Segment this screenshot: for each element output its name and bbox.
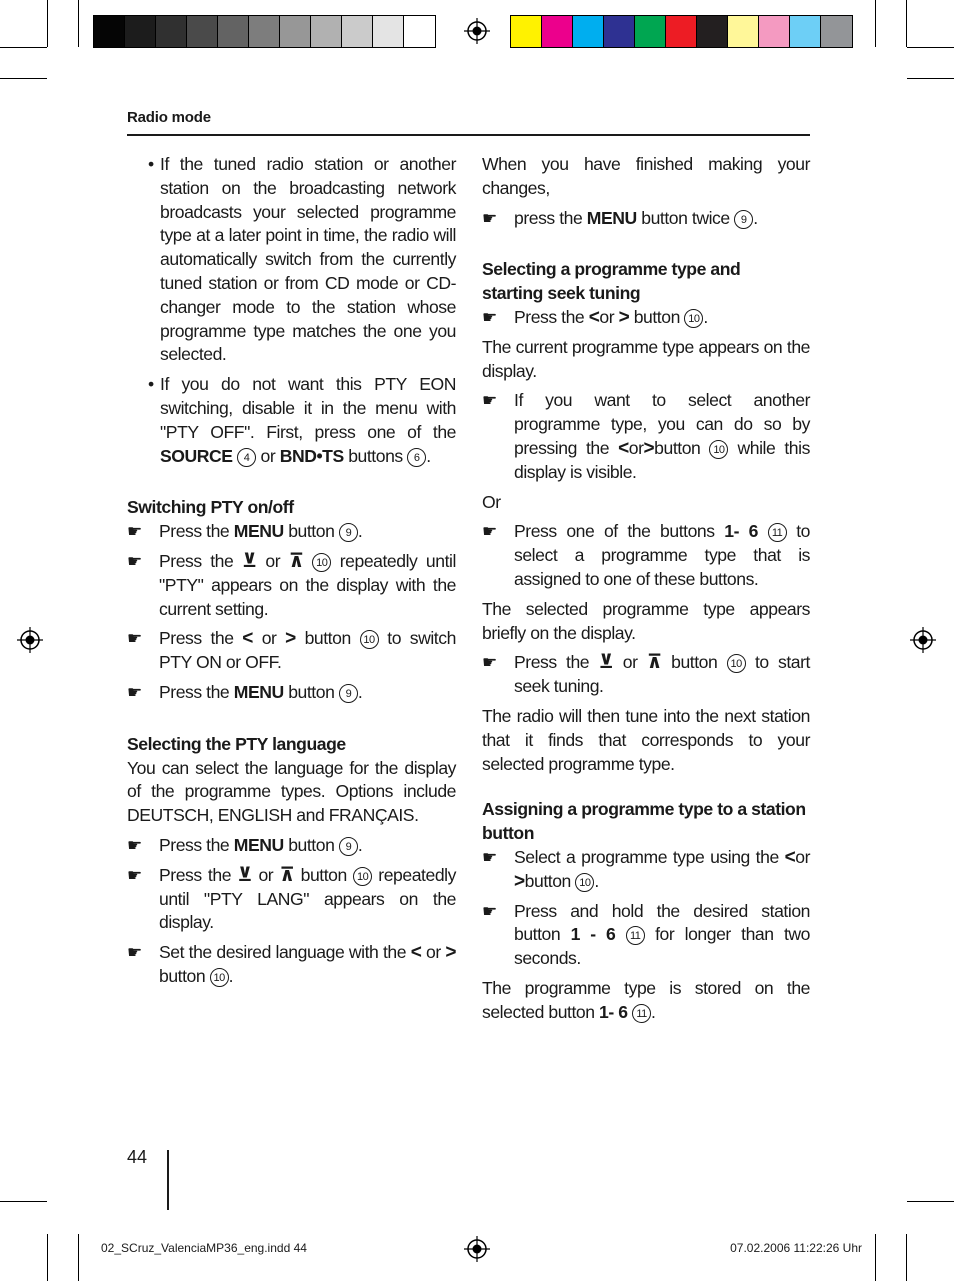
crop-mark — [0, 47, 47, 48]
instruction-step — [482, 651, 810, 699]
left-arrow-icon: < — [784, 846, 796, 868]
text: while this display is visible. — [514, 437, 810, 482]
key-label: BND•TS — [279, 445, 344, 466]
step-text — [514, 207, 810, 231]
step-text — [514, 520, 810, 591]
pointing-hand-icon: ☛ — [482, 901, 497, 921]
color-swatch — [311, 16, 342, 47]
step-text — [514, 389, 810, 484]
text: button twice — [641, 207, 730, 228]
crop-mark — [0, 78, 47, 79]
key-label: MENU — [233, 521, 284, 542]
step-text — [514, 651, 810, 699]
text: . — [357, 681, 363, 702]
right-arrow-icon: > — [618, 306, 630, 328]
crop-mark — [906, 1234, 907, 1281]
text: Press the — [514, 306, 585, 327]
step-text — [159, 864, 456, 935]
text: or — [265, 550, 281, 571]
text: Set the desired language with the — [159, 942, 407, 963]
right-arrow-icon: > — [514, 870, 525, 892]
color-swatch — [373, 16, 404, 47]
text: or — [261, 628, 277, 649]
text: Press the — [159, 864, 232, 885]
text: button — [633, 306, 680, 327]
crop-mark — [47, 1234, 48, 1281]
instruction-step — [127, 550, 456, 621]
crop-mark — [875, 0, 876, 47]
section-title: Radio mode — [127, 109, 211, 126]
text: to switch PTY ON or OFF. — [159, 628, 456, 673]
down-arrow-icon: ⊻ — [237, 864, 253, 886]
bullet-dot: • — [148, 154, 154, 174]
callout-number: 10 — [360, 630, 379, 649]
key-label: 1- 6 — [724, 521, 758, 542]
left-arrow-icon: < — [618, 437, 629, 459]
crop-mark — [907, 47, 954, 48]
text: button — [288, 834, 335, 855]
text: . — [594, 870, 599, 891]
footer-filename: 02_SCruz_ValenciaMP36_eng.indd 44 — [101, 1241, 307, 1255]
text: Press the — [159, 521, 230, 542]
instruction-step — [127, 864, 456, 935]
registration-mark-icon — [910, 627, 936, 653]
pointing-hand-icon: ☛ — [482, 208, 497, 228]
footer-timestamp: 07.02.2006 11:22:26 Uhr — [730, 1241, 862, 1255]
text: button — [159, 965, 206, 986]
crop-mark — [0, 1201, 47, 1202]
key-label: 1- 6 — [599, 1001, 628, 1022]
section-heading: Assigning a programme type to a station button — [482, 799, 806, 844]
section-heading: Selecting the PTY language — [127, 733, 346, 754]
pointing-hand-icon: ☛ — [127, 835, 142, 855]
instruction-step — [482, 846, 810, 894]
left-arrow-icon: < — [588, 306, 600, 328]
step-text — [159, 550, 456, 621]
callout-number: 10 — [684, 309, 703, 328]
step-text — [514, 900, 810, 971]
callout-number: 10 — [727, 654, 746, 673]
pointing-hand-icon: ☛ — [127, 629, 142, 649]
down-arrow-icon: ⊻ — [598, 652, 614, 674]
paragraph-text: If the tuned radio station or another station on the broadcasting network broadcasts your selected programme type at a later point in time, the radio will automatically switch from the currently tuned station or from CD mode or CD-changer mode to the station whose programme type matches the one you selected. — [160, 154, 456, 365]
text: button — [304, 628, 351, 649]
pointing-hand-icon: ☛ — [127, 682, 142, 702]
pointing-hand-icon: ☛ — [127, 943, 142, 963]
instruction-step — [482, 306, 810, 330]
page-number-rule — [167, 1150, 169, 1210]
paragraph-text: Or — [482, 491, 501, 512]
text: or — [795, 846, 810, 867]
text: for longer than two seconds. — [514, 924, 810, 969]
color-swatch — [404, 16, 435, 47]
key-label: MENU — [586, 207, 637, 228]
section-heading: Switching PTY on/off — [127, 497, 294, 518]
callout-number: 10 — [312, 553, 331, 572]
left-arrow-icon: < — [410, 942, 422, 964]
color-swatch — [666, 16, 697, 47]
pointing-hand-icon: ☛ — [482, 522, 497, 542]
pointing-hand-icon: ☛ — [127, 522, 142, 542]
text: Press the — [159, 834, 230, 855]
registration-mark-icon — [464, 18, 490, 44]
step-text — [159, 941, 456, 989]
text: button — [524, 870, 571, 891]
page-number: 44 — [127, 1147, 148, 1167]
text: button — [300, 864, 347, 885]
callout-number: 4 — [237, 448, 256, 467]
color-swatch — [728, 16, 759, 47]
pointing-hand-icon: ☛ — [482, 847, 497, 867]
color-swatch — [156, 16, 187, 47]
instruction-step — [482, 900, 810, 971]
callout-number: 9 — [339, 684, 358, 703]
paragraph-text: When you have finished making your changes, — [482, 154, 810, 198]
color-swatch — [125, 16, 156, 47]
text: button — [654, 437, 701, 458]
color-swatch — [342, 16, 373, 47]
callout-number: 11 — [626, 926, 645, 945]
pointing-hand-icon: ☛ — [482, 391, 497, 411]
text: Press the — [159, 628, 234, 649]
color-swatch — [511, 16, 542, 47]
text: Press and hold the desired station button — [514, 900, 810, 945]
text: button — [288, 521, 335, 542]
callout-number: 10 — [210, 968, 229, 987]
text: Press the — [159, 550, 234, 571]
text: or — [425, 942, 441, 963]
instruction-step — [127, 627, 456, 675]
color-swatch — [218, 16, 249, 47]
color-swatch — [821, 16, 852, 47]
right-column — [482, 153, 810, 1025]
crop-mark — [78, 0, 79, 47]
left-arrow-icon: < — [242, 628, 253, 650]
callout-number: 9 — [339, 837, 358, 856]
text: If you do not want this PTY EON switching, disable it in the menu with "PTY OFF". First, press one of the — [160, 374, 456, 442]
text: to select a programme type that is assigned to one of these buttons. — [514, 521, 810, 589]
registration-mark-icon — [17, 627, 43, 653]
text: button — [288, 681, 335, 702]
color-swatch — [604, 16, 635, 47]
text: or — [258, 864, 274, 885]
callout-number: 11 — [768, 523, 787, 542]
key-label: SOURCE — [160, 445, 233, 466]
paragraph-text: The current programme type appears on the display. — [482, 336, 810, 381]
text: . — [753, 207, 758, 228]
callout-number: 11 — [632, 1004, 651, 1023]
pointing-hand-icon: ☛ — [482, 653, 497, 673]
section-heading: Selecting a programme type and starting seek tuning — [482, 259, 741, 304]
callout-number: 9 — [339, 523, 358, 542]
instruction-step — [127, 681, 456, 705]
list-item — [115, 373, 456, 468]
callout-number: 9 — [734, 210, 753, 229]
color-swatch — [94, 16, 125, 47]
right-arrow-icon: > — [285, 628, 296, 650]
step-text — [159, 834, 456, 858]
key-label: MENU — [233, 681, 284, 702]
text: or — [628, 437, 644, 458]
paragraph-text: The selected programme type appears briefly on the display. — [482, 598, 810, 643]
grayscale-calibration-bar — [93, 15, 436, 48]
step-text — [159, 520, 456, 544]
crop-mark — [47, 0, 48, 47]
step-text — [514, 846, 810, 894]
text: or — [599, 306, 615, 327]
color-swatch — [249, 16, 280, 47]
paragraph-text: The radio will then tune into the next station that it finds that corresponds to your selected programme type. — [482, 705, 810, 774]
callout-number: 6 — [407, 448, 426, 467]
paragraph-text: You can select the language for the display of the programme types. Options include DEUTSCH, ENGLISH and FRANÇAIS. — [127, 757, 456, 826]
text: repeatedly until "PTY" appears on the display with the current setting. — [159, 550, 456, 619]
pointing-hand-icon: ☛ — [127, 551, 142, 571]
step-text — [159, 681, 456, 705]
text: Press the — [514, 652, 590, 673]
text: button — [671, 652, 718, 673]
up-arrow-icon: ⊼ — [646, 652, 662, 674]
crop-mark — [907, 78, 954, 79]
text: . — [228, 965, 234, 986]
text: or — [622, 652, 638, 673]
color-swatch — [759, 16, 790, 47]
color-swatch — [697, 16, 728, 47]
crop-mark — [875, 1234, 876, 1281]
text: Press the — [159, 681, 230, 702]
callout-number: 10 — [575, 873, 594, 892]
text: or — [260, 445, 276, 466]
down-arrow-icon: ⊻ — [241, 550, 257, 572]
instruction-step — [127, 941, 456, 989]
pointing-hand-icon: ☛ — [482, 307, 497, 327]
crop-mark — [906, 0, 907, 47]
callout-number: 10 — [709, 440, 728, 459]
callout-number: 10 — [353, 867, 372, 886]
up-arrow-icon: ⊼ — [288, 550, 304, 572]
text: . — [357, 521, 363, 542]
color-swatch — [790, 16, 821, 47]
instruction-step — [482, 389, 810, 484]
up-arrow-icon: ⊼ — [279, 864, 295, 886]
text: The programme type is stored on the selected button — [482, 977, 810, 1022]
text: Press one of the buttons — [514, 521, 715, 542]
left-column — [127, 153, 456, 995]
text: repeatedly until "PTY LANG" appears on the display. — [159, 864, 456, 933]
text: . — [426, 445, 431, 466]
color-swatch — [573, 16, 604, 47]
text: press the — [514, 207, 583, 228]
registration-mark-icon — [464, 1236, 490, 1262]
step-text — [514, 306, 810, 330]
text: . — [651, 1001, 656, 1022]
bullet-dot: • — [148, 374, 154, 395]
color-swatch — [280, 16, 311, 47]
text: buttons — [348, 445, 403, 466]
text: Select a programme type using the — [514, 846, 779, 867]
step-text — [159, 627, 456, 675]
header-rule — [127, 134, 810, 136]
pointing-hand-icon: ☛ — [127, 865, 142, 885]
list-item — [115, 153, 456, 367]
instruction-step — [482, 520, 810, 591]
color-calibration-bar — [510, 15, 853, 48]
paragraph-text — [160, 373, 456, 468]
right-arrow-icon: > — [445, 942, 456, 964]
right-arrow-icon: > — [643, 437, 655, 459]
instruction-step — [482, 207, 810, 231]
paragraph-text — [482, 977, 810, 1025]
color-swatch — [635, 16, 666, 47]
text: to start seek tuning. — [514, 652, 810, 697]
crop-mark — [907, 1201, 954, 1202]
instruction-step — [127, 520, 456, 544]
key-label: 1 - 6 — [570, 924, 616, 945]
crop-mark — [78, 1234, 79, 1281]
text: If you want to select another programme type, you can do so by pressing the — [514, 390, 810, 458]
text: . — [703, 306, 708, 327]
color-swatch — [542, 16, 573, 47]
color-swatch — [187, 16, 218, 47]
instruction-step — [127, 834, 456, 858]
text: . — [357, 834, 363, 855]
key-label: MENU — [233, 834, 284, 855]
